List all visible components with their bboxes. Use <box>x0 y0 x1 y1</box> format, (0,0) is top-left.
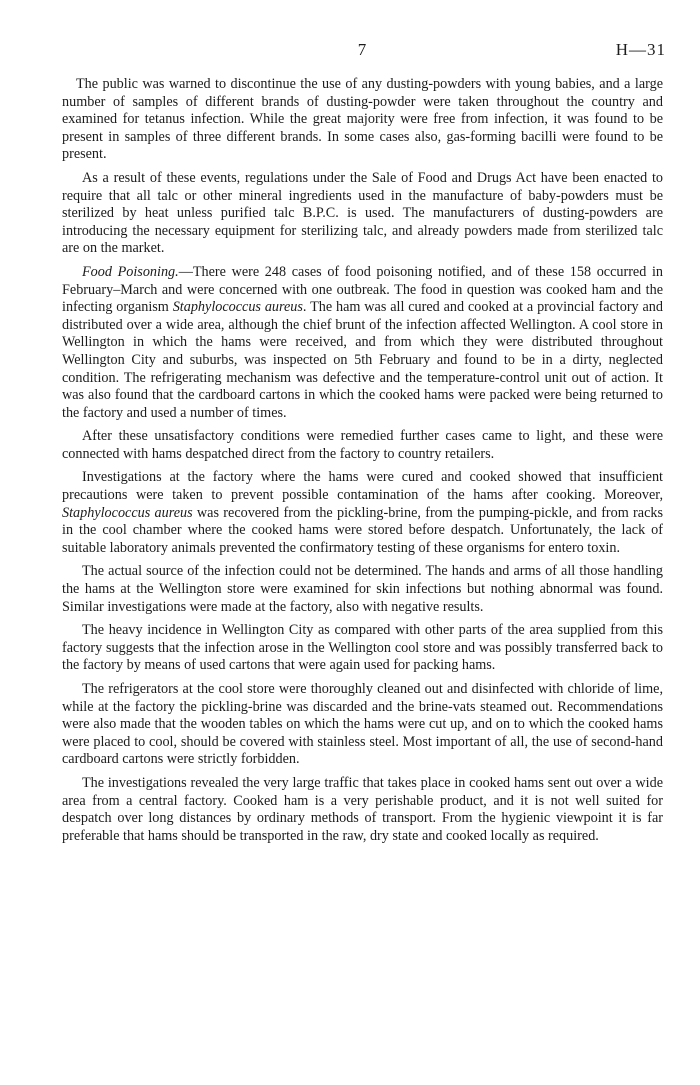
paragraph-wellington-incidence: The heavy incidence in Wellington City as compared with other parts of the area supplied from this factory suggests that the infection arose in the Wellington cool store and was possibly transferred back to the factory by means of used cartons that were again used for packing hams. <box>62 622 663 674</box>
paragraph-text: was recovered from the pickling-brine, from the pumping-pickle, and from racks in the cool chamber where the cooked hams were stored before despatch. Unfortunately, the lack of suitable laboratory animals prevented the confirmatory testing of these organisms for entero toxin. <box>62 504 663 556</box>
page-header <box>62 40 666 64</box>
paragraph-further-cases: After these unsatisfactory conditions were remedied further cases came to light, and these were connected with hams despatched direct from the factory to country retailers. <box>62 428 663 462</box>
paragraph-transport-conclusion: The investigations revealed the very large traffic that takes place in cooked hams sent out over a wide area from a central factory. Cooked ham is a very perishable product, and it is not well suited for despatch over long distances by ordinary methods of transport. From the hygienic viewpoint it is far preferable that hams should be transported in the raw, dry state and cooked locally as required. <box>62 774 663 844</box>
organism-name: Staphylococcus aureus <box>172 299 303 316</box>
paragraph-food-poisoning <box>62 264 663 422</box>
paragraph-text: Investigations at the factory where the hams were cured and cooked showed that insufficient precautions were taken to prevent possible contamination of the hams after cooking. Moreover, <box>62 469 663 504</box>
body-text <box>62 76 663 851</box>
paragraph-text: . The ham was all cured and cooked at a provincial factory and distributed over a wide area, although the chief brunt of the infection affected Wellington. A cool store in Wellington in which the hams were received, and from which they were distributed throughout Wellington City and suburbs, was inspected on 5th February and found to be in a dirty, neglected condition. The refrigerating mechanism was defective and the temperature-control unit out of action. It was also found that the cardboard cartons in which the cooked hams were packed were being returned to the factory and used a number of times. <box>62 299 663 421</box>
paragraph-cleaning-measures: The refrigerators at the cool store were thoroughly cleaned out and disinfected with chloride of lime, while at the factory the pickling-brine was discarded and the brine-vats steamed out. Recommendations were also made that the wooden tables on which the hams were cut up, and on to which the cooked hams were placed to cool, should be covered with stainless steel. Most important of all, the use of second-hand cardboard cartons were strictly forbidden. <box>62 681 663 768</box>
paragraph-infection-source: The actual source of the infection could not be determined. The hands and arms of all those handling the hams at the Wellington store were examined for skin infections but nothing abnormal was found. Similar investigations were made at the factory, also with negative results. <box>62 563 663 615</box>
paragraph-talc-regulations: As a result of these events, regulations under the Sale of Food and Drugs Act have been enacted to require that all talc or other mineral ingredients used in the manufacture of baby-powders must be sterilized by heat unless purified talc B.P.C. is used. The manufacturers of dusting-powders are introducing the necessary equipment for sterilizing talc, and already powders made from sterilized talc are on the market. <box>62 169 663 257</box>
paragraph-dusting-powder-warning: The public was warned to discontinue the use of any dusting-powders with young babies, and a large number of samples of different brands of dusting-powder were taken throughout the country and examined for tetanus infection. While the great majority were free from infection, it was found to be present in samples of three different brands. In some cases also, gas-forming bacilli were found to be present. <box>62 76 663 163</box>
paragraph-factory-investigations <box>62 469 663 557</box>
document-code: H—31 <box>615 40 666 59</box>
section-heading-food-poisoning: Food Poisoning. <box>82 263 179 280</box>
organism-name: Staphylococcus aureus <box>62 504 193 521</box>
paragraph-text: —There were 248 cases of food poisoning notified, and of these 158 occurred in February–March and were concerned with one outbreak. The food in question was cooked ham and the infecting organism <box>62 263 663 316</box>
page-number: 7 <box>357 40 367 59</box>
